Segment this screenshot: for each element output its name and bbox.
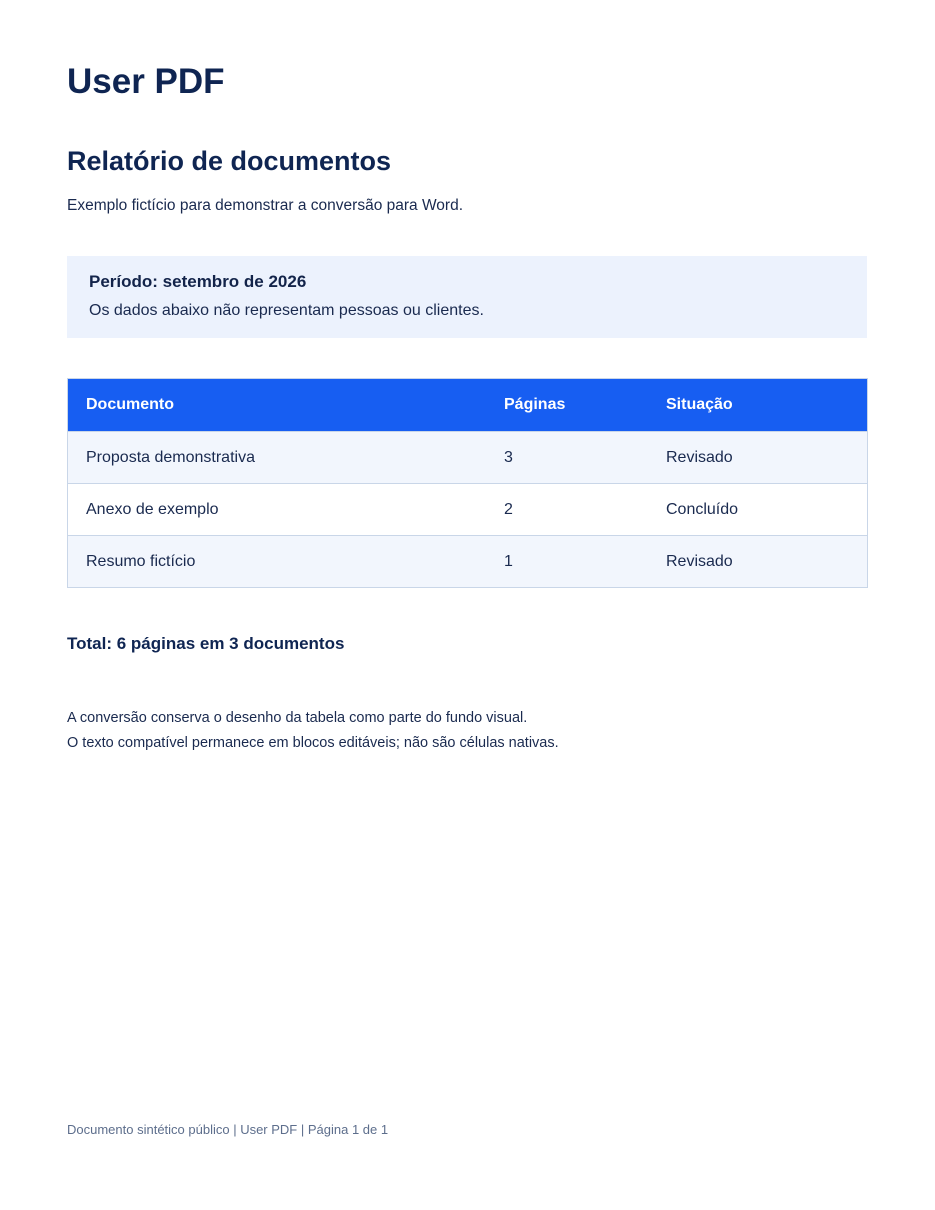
page-title: Relatório de documentos [67, 146, 392, 176]
cell-situacao: Revisado [666, 536, 868, 588]
table-header-row [68, 379, 868, 432]
brand-title: User PDF [67, 62, 225, 101]
table-row [68, 484, 868, 536]
table-row [68, 536, 868, 588]
cell-situacao: Revisado [666, 432, 868, 484]
period-callout [67, 256, 867, 338]
notes-block [67, 706, 559, 756]
cell-documento: Anexo de exemplo [68, 484, 505, 536]
cell-documento: Proposta demonstrativa [68, 432, 505, 484]
cell-situacao: Concluído [666, 484, 868, 536]
column-header-paginas: Páginas [504, 379, 666, 432]
note-line: A conversão conserva o desenho da tabela como parte do fundo visual. [67, 710, 528, 726]
column-header-situacao: Situação [666, 379, 868, 432]
cell-paginas: 3 [504, 432, 666, 484]
page-footer: Documento sintético público | User PDF | Página 1 de 1 [67, 1122, 389, 1137]
column-header-documento: Documento [68, 379, 505, 432]
callout-text: Os dados abaixo não representam pessoas ou clientes. [89, 302, 484, 319]
callout-title: Período: setembro de 2026 [89, 272, 307, 291]
total-summary: Total: 6 páginas em 3 documentos [67, 634, 345, 653]
cell-paginas: 2 [504, 484, 666, 536]
intro-text: Exemplo fictício para demonstrar a conversão para Word. [67, 197, 464, 214]
cell-paginas: 1 [504, 536, 666, 588]
documents-table [67, 378, 868, 588]
table-row [68, 432, 868, 484]
cell-documento: Resumo fictício [68, 536, 505, 588]
note-line: O texto compatível permanece em blocos editáveis; não são células nativas. [67, 735, 559, 751]
